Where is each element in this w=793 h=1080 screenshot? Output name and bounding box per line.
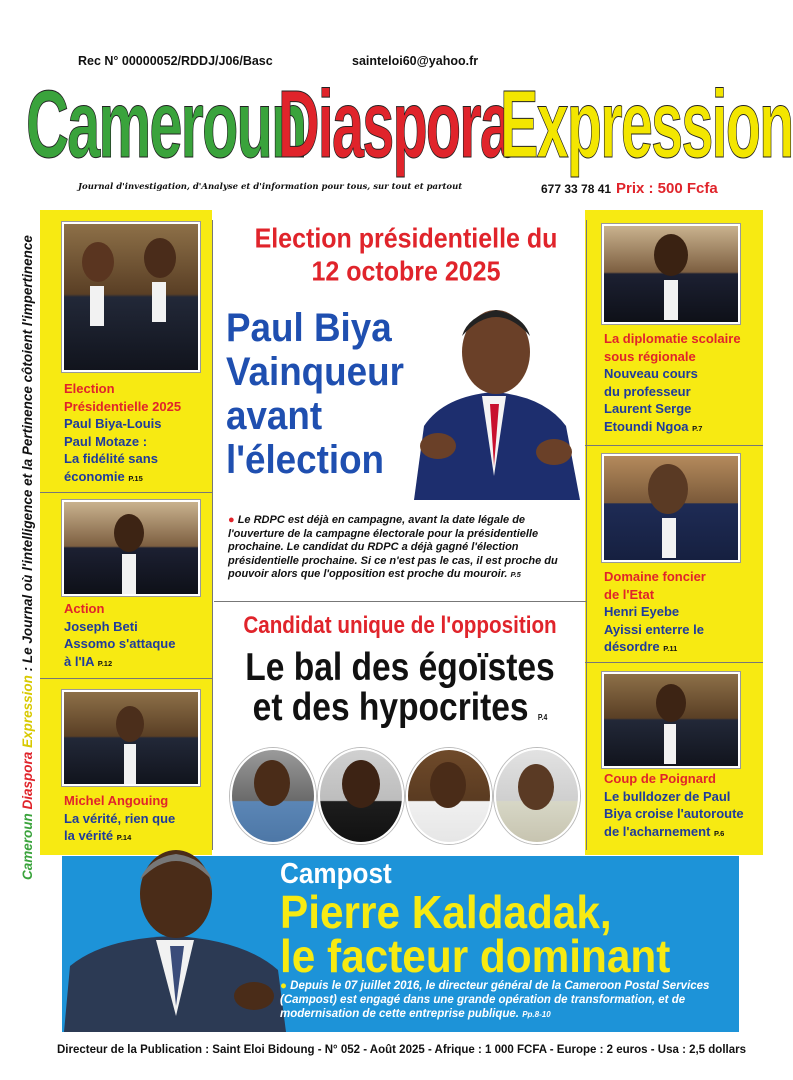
photo-paul-biya: [404, 296, 584, 500]
motto-part-diaspora: Diaspora: [20, 751, 35, 810]
photo-biya-motaze: [62, 222, 200, 372]
registration-number: Rec N° 00000052/RDDJ/J06/Basc: [78, 54, 273, 68]
right-story-1-headline: Etoundi Ngoa: [604, 418, 689, 434]
masthead-title-expression: Expression: [500, 71, 793, 178]
page-reference: P.4: [537, 713, 548, 722]
bullet-icon: ●: [280, 980, 291, 992]
lead-paragraph: [228, 514, 580, 582]
photo-beti-assomo: [62, 500, 200, 596]
right-story-3-headline: de l'acharnement: [604, 823, 711, 839]
page-reference: P.11: [663, 644, 678, 653]
left-story-2-headline: Joseph Beti: [64, 618, 138, 634]
left-story-2-headline: Assomo s'attaque: [64, 636, 176, 651]
page-reference: P.12: [97, 658, 113, 668]
publication-footer: Directeur de la Publication : Saint Eloi Bidoung - N° 052 - Août 2025 - Afrique : 1 000 FCFA - Europe : 2 euros - Usa : 2,5 dollars: [57, 1044, 746, 1056]
portrait-opposition-2: [318, 748, 404, 844]
motto-part-text: : Le Journal où l'intelligence et la Pertinence côtoient l'impertinence: [20, 235, 35, 676]
kaldadak-illustration: [64, 846, 292, 1032]
portrait-opposition-1: [230, 748, 316, 844]
column-divider: [212, 220, 213, 850]
main-headline-line: Paul Biya: [226, 306, 392, 350]
bal-headline-line: Le bal des égoïstes: [245, 646, 555, 689]
page-reference: P.7: [692, 423, 703, 433]
right-story-2-headline: Henri Eyebe: [604, 604, 680, 619]
campost-paragraph: Depuis le 07 juillet 2016, le directeur général de la Cameroon Postal Services (Campost) est engagé dans une grande opération de transformation, et de modernisation de cette entreprise publique.: [280, 980, 710, 1020]
left-story-1-kicker: Présidentielle 2025: [64, 398, 182, 414]
campost-headline: [280, 886, 671, 982]
cover-price: Prix : 500 Fcfa: [616, 180, 718, 197]
vertical-motto: [20, 180, 35, 880]
right-divider: [585, 662, 763, 663]
column-divider: [586, 220, 587, 850]
motto-part-cameroun: Cameroun: [20, 813, 35, 880]
right-story-1-headline: Laurent Serge: [604, 401, 692, 416]
center-divider: [214, 601, 586, 602]
page-reference: P.6: [714, 828, 725, 838]
main-headline: [226, 306, 428, 482]
contact-email[interactable]: sainteloi60@yahoo.fr: [352, 54, 479, 68]
right-story-1-headline: Nouveau cours: [604, 366, 698, 381]
left-story-3-headline: La vérité, rien que: [64, 810, 176, 826]
bal-headline: [240, 648, 560, 738]
election-title-line: 12 octobre 2025: [311, 256, 501, 287]
right-story-3-headline: Le bulldozer de Paul: [604, 788, 731, 804]
campost-headline-line: Pierre Kaldadak,: [280, 886, 612, 938]
right-story-2-headline: Ayissi enterre le: [604, 621, 704, 637]
election-title: [224, 222, 588, 288]
right-story-2-kicker: de l'Etat: [604, 586, 655, 602]
lead-text: Le RDPC est déjà en campagne, avant la date légale de l'ouverture de la campagne électorale pour la présidentielle prochaine. Le candidat du RDPC a déjà gagné l'élection présidentielle prochaine. Si ce n'est pas le cas, il est proche du pouvoir alors que l'opposition est proche du mouroir.: [228, 514, 558, 580]
portrait-opposition-4: [494, 748, 580, 844]
campost-headline-line: le facteur dominant: [280, 930, 671, 982]
right-story-1-kicker: La diplomatie scolaire: [604, 331, 741, 346]
right-story-1[interactable]: [604, 330, 760, 437]
left-story-1[interactable]: [64, 380, 210, 487]
page-reference: P.14: [116, 833, 132, 842]
masthead-title-cameroun: Cameroun: [26, 71, 306, 178]
campost-text: [280, 979, 740, 1022]
paul-biya-illustration: [404, 296, 584, 500]
right-divider: [585, 445, 763, 446]
bal-headline-line: et des hypocrites: [252, 686, 529, 729]
right-story-3-headline: Biya croise l'autoroute: [604, 806, 744, 821]
right-story-3-kicker: Coup de Poignard: [604, 771, 716, 786]
main-headline-line: avant: [226, 394, 323, 438]
portrait-opposition-3: [406, 748, 492, 844]
main-headline-line: Vainqueur: [226, 350, 404, 394]
left-divider: [40, 678, 212, 679]
right-story-1-kicker: sous régionale: [604, 348, 696, 364]
left-story-3[interactable]: [64, 792, 210, 847]
photo-coup-de-poignard: [602, 672, 740, 768]
contact-phone: 677 33 78 41: [541, 182, 612, 196]
photo-etoundi-ngoa: [602, 224, 740, 324]
masthead-tagline: Journal d'investigation, d'Analyse et d'information pour tous, sur tout et partout: [78, 182, 463, 192]
left-story-1-headline: La fidélité sans: [64, 451, 158, 466]
page-reference: Pp.8-10: [522, 1010, 551, 1019]
motto-part-expression: Expression: [20, 675, 35, 748]
right-story-2-kicker: Domaine foncier: [604, 569, 706, 584]
left-story-1-headline: Paul Motaze :: [64, 433, 148, 449]
masthead-title-diaspora: Diaspora: [278, 71, 511, 178]
left-story-1-kicker: Election: [64, 381, 115, 396]
election-title-line: Election présidentielle du: [254, 223, 558, 254]
right-story-2-headline: désordre: [604, 639, 660, 654]
page-reference: P.15: [128, 473, 143, 483]
left-story-2[interactable]: [64, 600, 210, 672]
left-divider: [40, 492, 212, 493]
opposition-title: Candidat unique de l'opposition: [243, 612, 557, 639]
photo-henri-eyebe-ayissi: [602, 454, 740, 562]
campost-title: Campost: [280, 858, 392, 890]
left-story-2-headline: à l'IA: [64, 653, 95, 669]
page-reference: P.5: [510, 570, 521, 579]
photo-pierre-kaldadak: [64, 846, 292, 1032]
right-story-3[interactable]: [604, 770, 760, 842]
right-story-2[interactable]: [604, 568, 760, 658]
left-story-1-headline: Paul Biya-Louis: [64, 416, 162, 431]
left-story-3-kicker: Michel Angouing: [64, 793, 169, 808]
left-story-1-headline: économie: [64, 468, 125, 484]
left-story-2-kicker: Action: [64, 601, 105, 616]
photo-michel-angouing: [62, 690, 200, 786]
right-story-1-headline: du professeur: [604, 383, 691, 399]
main-headline-line: l'élection: [226, 438, 385, 482]
left-story-3-headline: la vérité: [64, 828, 114, 843]
bullet-icon: ●: [228, 514, 238, 526]
